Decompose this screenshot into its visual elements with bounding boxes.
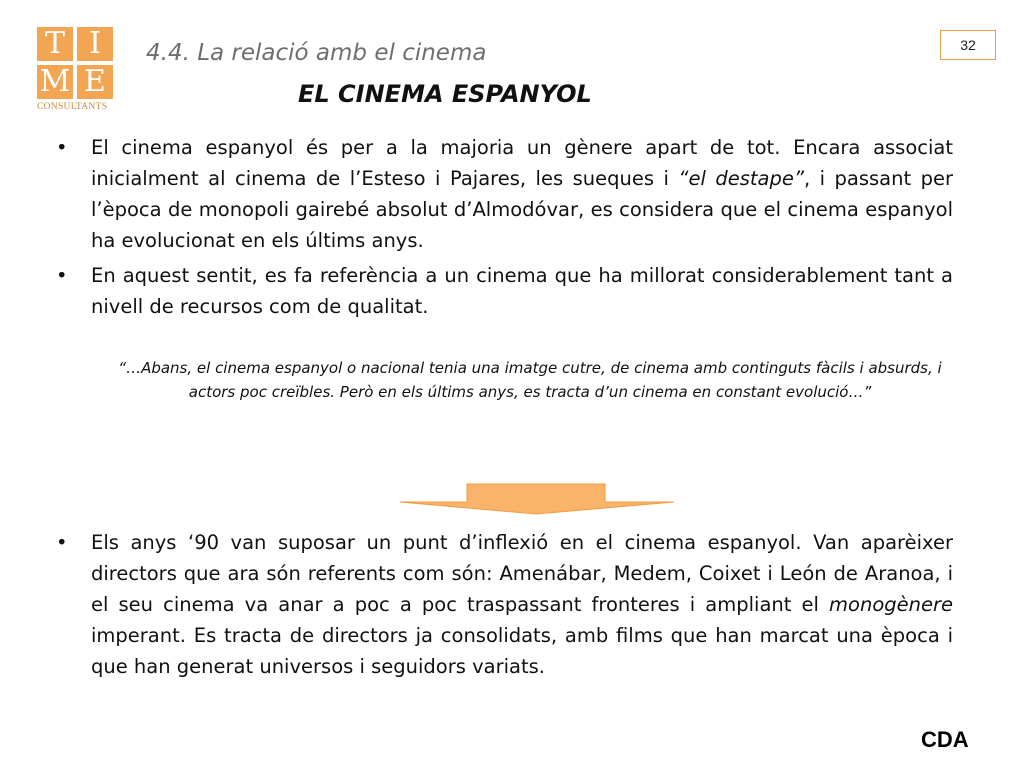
down-arrow-path <box>400 484 674 514</box>
logo-letter-e: E <box>77 65 113 99</box>
down-arrow-shape <box>398 483 676 517</box>
quote-text: “…Abans, el cinema espanyol o nacional tenia una imatge cutre, de cinema amb continguts fàcils i absurds, i actors poc creïbles. Però en els últims anys, es tracta d’un cinema en constant evolució…” <box>118 359 942 401</box>
bullet-text: , i passant per l’època de monopoli gairebé absolut d’Almodóvar, es considera que el cinema espanyol ha evolucionat en els últims anys. <box>91 167 953 252</box>
logo-subtitle: CONSULTANTS <box>37 102 108 112</box>
top-bullet-list <box>56 132 953 322</box>
bullet-item <box>56 527 953 682</box>
bottom-bullet-list <box>56 527 953 682</box>
logo-letters <box>37 27 113 99</box>
bullet-text: imperant. Es tracta de directors ja consolidats, amb films que han marcat una època i que han generat universos i seguidors variats. <box>91 624 953 678</box>
bullet-italic-text: “el destape” <box>678 167 804 190</box>
logo-letter-m: M <box>37 65 73 99</box>
bullet-text: El cinema espanyol és per a la majoria un gènere apart de tot. Encara associat inicialment al cinema de l’Esteso i Pajares, les sueques i <box>91 136 953 190</box>
section-subtitle: 4.4. La relació amb el cinema <box>146 40 487 66</box>
footer-label: CDA <box>921 727 969 752</box>
logo-letter-i: I <box>77 27 113 61</box>
bullet-item <box>56 260 953 322</box>
bullet-text: Els anys ‘90 van suposar un punt d’inflexió en el cinema espanyol. Van aparèixer directors que ara són referents com són: Amenábar, Medem, Coixet i León de Aranoa, i el seu cinema va anar a poc a poc traspassant fronteres i ampliant el <box>91 531 953 616</box>
bullet-italic-text: monogènere <box>829 593 953 616</box>
logo-letter-t: T <box>37 27 73 61</box>
down-arrow-icon <box>398 483 676 521</box>
slide-title: EL CINEMA ESPANYOL <box>298 80 592 108</box>
page-number: 32 <box>940 30 996 60</box>
time-consultants-logo <box>37 27 113 112</box>
bullet-text: En aquest sentit, es fa referència a un cinema que ha millorat considerablement tant a nivell de recursos com de qualitat. <box>91 264 953 318</box>
bullet-item <box>56 132 953 256</box>
